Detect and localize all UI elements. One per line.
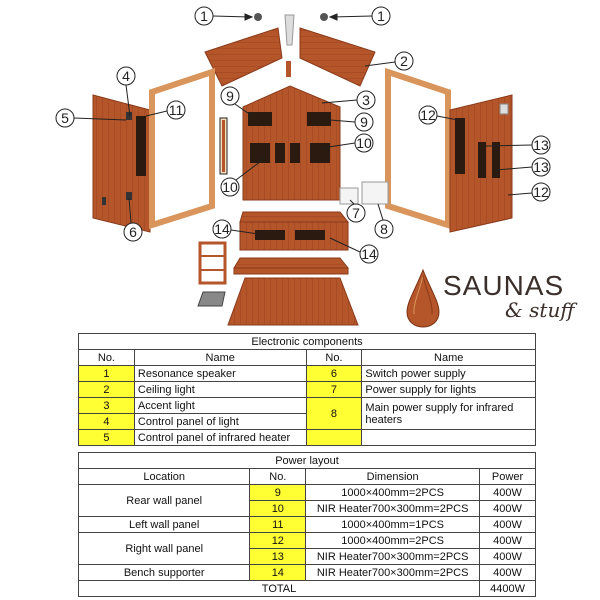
col-header: No.: [250, 469, 306, 485]
callout-label: 12: [533, 184, 549, 200]
col-header: No.: [306, 350, 362, 366]
item-name: Main power supply for infrared heaters: [362, 398, 536, 430]
callout-label: 5: [61, 110, 69, 126]
table-row: [79, 485, 536, 501]
table-caption: Electronic components: [79, 334, 536, 350]
dimension-cell: NIR Heater700×300mm=2PCS: [306, 565, 480, 581]
callout-label: 1: [377, 8, 385, 24]
location-cell: Right wall panel: [79, 533, 250, 565]
callout-label: 10: [222, 179, 238, 195]
item-no: 5: [79, 430, 135, 446]
rear-heater-top-right: [307, 112, 331, 126]
power-cell: 400W: [480, 565, 536, 581]
logo-title: SAUNAS: [443, 270, 565, 301]
roof-ridge: [286, 61, 291, 77]
roof-vent: [285, 15, 294, 45]
left-door: [152, 72, 212, 225]
location-cell: Bench supporter: [79, 565, 250, 581]
item-no: 3: [79, 398, 135, 414]
power-cell: 400W: [480, 533, 536, 549]
item-no: 6: [306, 366, 362, 382]
col-header: No.: [79, 350, 135, 366]
speaker-left: [254, 13, 262, 21]
callout-label: 8: [380, 221, 388, 237]
location-cell: Rear wall panel: [79, 485, 250, 517]
power-cell: 400W: [480, 549, 536, 565]
callout-label: 9: [360, 114, 368, 130]
item-no: 1: [79, 366, 135, 382]
callout-label: 13: [533, 159, 549, 175]
table-row: [79, 382, 536, 398]
table-row: [79, 398, 536, 414]
col-header: Dimension: [306, 469, 480, 485]
table-caption: Power layout: [79, 453, 536, 469]
callout-label: 10: [356, 135, 372, 151]
dimension-cell: NIR Heater700×300mm=2PCS: [306, 501, 480, 517]
col-header: Name: [362, 350, 536, 366]
flame-drop-icon: [405, 268, 441, 328]
empty-cell: [306, 430, 362, 446]
dimension-cell: NIR Heater700×300mm=2PCS: [306, 549, 480, 565]
table-row: [79, 533, 536, 549]
dimension-cell: 1000×400mm=2PCS: [306, 485, 480, 501]
table-row: [79, 430, 536, 446]
item-no: 2: [79, 382, 135, 398]
callout-label: 1: [200, 8, 208, 24]
table-row: [79, 565, 536, 581]
callout-label: 11: [168, 102, 184, 118]
col-header: Name: [134, 350, 306, 366]
right-heater-1: [455, 118, 465, 174]
table-row: [79, 517, 536, 533]
power-supply-8: [362, 182, 388, 204]
location-cell: Left wall panel: [79, 517, 250, 533]
callout-label: 3: [362, 92, 370, 108]
item-name: Resonance speaker: [134, 366, 306, 382]
callout-label: 2: [400, 53, 408, 69]
logo-subtitle: & stuff: [505, 298, 575, 322]
right-heater-2: [478, 142, 486, 178]
table-row: [79, 366, 536, 382]
item-no: 8: [306, 398, 362, 430]
roof-left: [205, 28, 282, 86]
item-name: Switch power supply: [362, 366, 536, 382]
callout-label: 7: [352, 205, 360, 221]
item-name: Ceiling light: [134, 382, 306, 398]
item-no: 7: [306, 382, 362, 398]
callout-label: 12: [420, 107, 436, 123]
dimension-cell: 1000×400mm=2PCS: [306, 533, 480, 549]
callout-label: 9: [226, 88, 234, 104]
callout-label: 6: [129, 224, 137, 240]
floor: [228, 278, 358, 325]
item-no: 13: [250, 549, 306, 565]
col-header: Power: [480, 469, 536, 485]
callout-label: 14: [361, 246, 377, 262]
bench-top: [240, 212, 348, 222]
bench-heater-right: [295, 230, 325, 240]
rear-heater-top-left: [248, 112, 272, 126]
power-cell: 400W: [480, 517, 536, 533]
foot-rest: [234, 258, 348, 268]
power-layout-table: [78, 452, 536, 597]
item-name: Control panel of infrared heater: [134, 430, 306, 446]
rear-heater-mid-right: [310, 143, 330, 163]
rear-heater-mid-c2: [290, 143, 300, 163]
item-no: 11: [250, 517, 306, 533]
speaker-right: [320, 13, 328, 21]
callout-label: 14: [214, 221, 230, 237]
item-no: 9: [250, 485, 306, 501]
rear-heater-mid-c1: [275, 143, 285, 163]
power-supply-7: [340, 188, 358, 204]
electronic-components-table: [78, 333, 536, 446]
item-no: 12: [250, 533, 306, 549]
empty-cell: [362, 430, 536, 446]
dimension-cell: 1000×400mm=1PCS: [306, 517, 480, 533]
item-no: 10: [250, 501, 306, 517]
item-name: Power supply for lights: [362, 382, 536, 398]
shelf: [200, 243, 225, 283]
right-heater-3: [492, 142, 500, 178]
rear-heater-mid-left: [250, 143, 270, 163]
left-heater: [136, 116, 146, 176]
floor-vent: [198, 292, 225, 306]
total-row: [79, 581, 536, 597]
item-no: 14: [250, 565, 306, 581]
callout-label: 13: [533, 137, 549, 153]
power-cell: 400W: [480, 501, 536, 517]
item-name: Control panel of light: [134, 414, 306, 430]
bench-heater-left: [255, 230, 285, 240]
callout-label: 4: [122, 68, 130, 84]
total-value: 4400W: [480, 581, 536, 597]
col-header: Location: [79, 469, 250, 485]
item-no: 4: [79, 414, 135, 430]
total-label: TOTAL: [79, 581, 480, 597]
right-door: [388, 72, 448, 225]
brand-logo: [405, 268, 595, 332]
power-cell: 400W: [480, 485, 536, 501]
item-name: Accent light: [134, 398, 306, 414]
roof-right: [300, 28, 375, 86]
